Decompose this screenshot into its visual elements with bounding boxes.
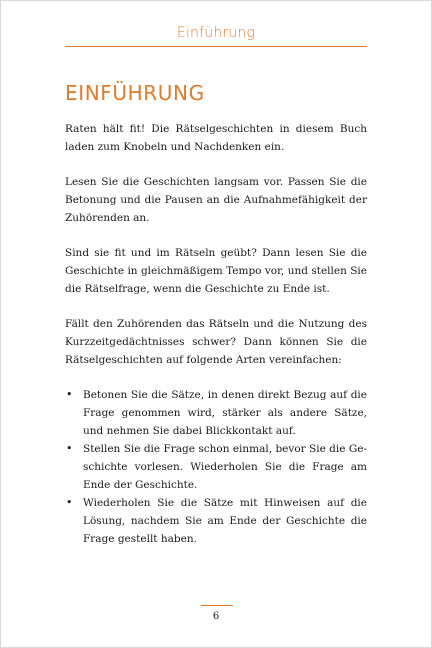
bullet-icon: •	[66, 442, 73, 455]
list-item	[65, 494, 367, 548]
chapter-title: EINFÜHRUNG	[65, 81, 205, 105]
running-header: Einführung	[176, 25, 256, 41]
bullet-list	[65, 386, 367, 548]
header-rule	[65, 46, 367, 47]
paragraph-2: Lesen Sie die Geschichten langsam vor. Passen Sie die Betonung und die Pausen an die Aufnahmefähigkeit der Zuhörenden an.	[65, 176, 367, 224]
bullet-icon: •	[66, 388, 73, 401]
list-item-text: Wiederholen Sie die Sätze mit Hinweisen auf die Lösung, nachdem Sie am Ende der Geschichte die Frage gestellt haben.	[83, 497, 367, 545]
list-item	[65, 440, 367, 494]
list-item-text: Stellen Sie die Frage schon einmal, bevor Sie die Geschichte vorlesen. Wiederholen Sie die Frage am Ende der Geschichte.	[83, 443, 367, 491]
body-text	[65, 120, 367, 548]
footer-rule	[201, 605, 233, 606]
page-number: 6	[212, 611, 220, 622]
list-item	[65, 386, 367, 440]
bullet-icon: •	[66, 496, 73, 509]
paragraph-4: Fällt den Zuhörenden das Rätseln und die Nutzung des Kurzzeitgedächtnisses schwer? Dann können Sie die Rätselgeschichten auf folgende Arten vereinfachen:	[65, 318, 367, 366]
list-item-text: Betonen Sie die Sätze, in denen direkt Bezug auf die Frage genommen wird, stärker als andere Sätze, und nehmen Sie dabei Blickkontakt auf.	[83, 389, 367, 437]
paragraph-3: Sind sie fit und im Rätseln geübt? Dann lesen Sie die Geschichte in gleichmäßigem Tempo vor, und stellen Sie die Rätselfrage, wenn die Geschichte zu Ende ist.	[65, 247, 367, 295]
paragraph-1: Raten hält fit! Die Rätselgeschichten in diesem Buch laden zum Knobeln und Nachdenken ein.	[65, 123, 367, 153]
